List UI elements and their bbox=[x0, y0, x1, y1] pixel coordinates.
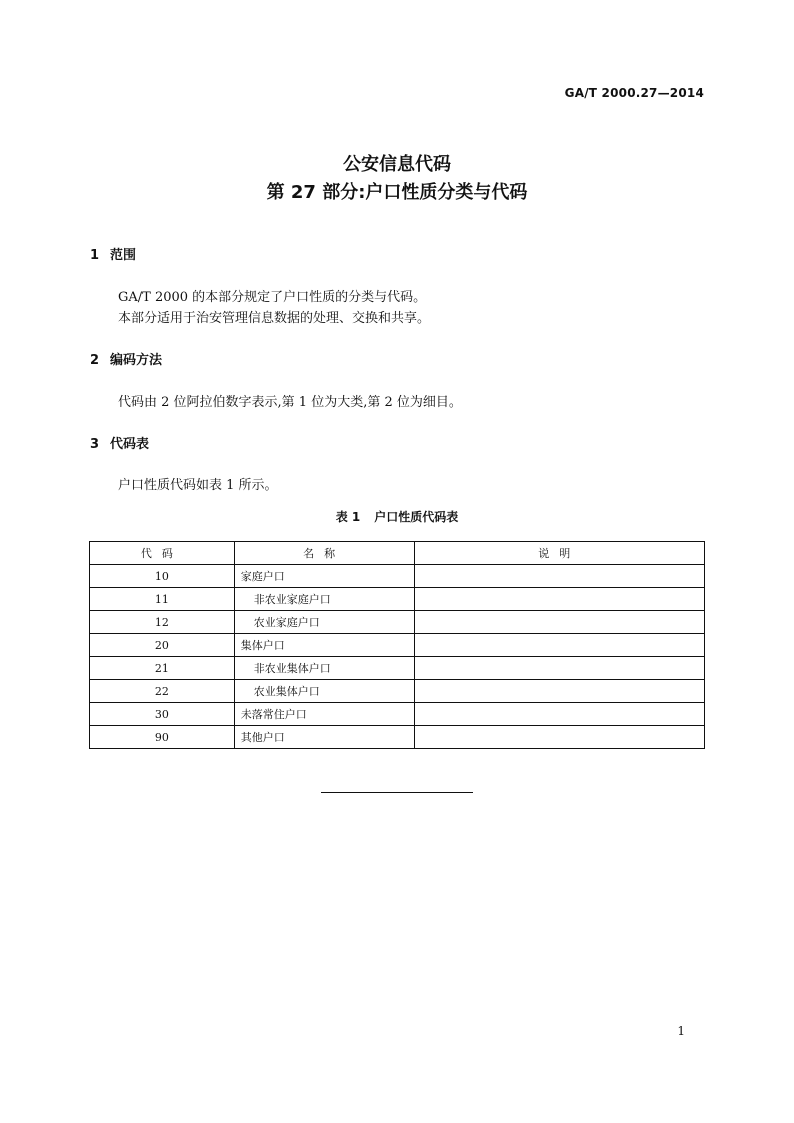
table-row bbox=[90, 565, 705, 588]
note-cell bbox=[414, 703, 705, 726]
table-caption-title: 户口性质代码表 bbox=[374, 510, 459, 524]
table-row bbox=[90, 588, 705, 611]
column-header-note: 说明 bbox=[414, 542, 705, 565]
document-title: 公安信息代码 bbox=[343, 154, 451, 175]
name-cell: 其他户口 bbox=[234, 726, 414, 749]
table-row bbox=[90, 680, 705, 703]
name-cell: 非农业集体户口 bbox=[234, 657, 414, 680]
code-cell: 90 bbox=[90, 726, 235, 749]
table-row bbox=[90, 726, 705, 749]
name-cell: 非农业家庭户口 bbox=[234, 588, 414, 611]
page-number: 1 bbox=[677, 1024, 685, 1038]
section-number: 2 bbox=[90, 353, 100, 368]
document-subtitle: 第 27 部分:户口性质分类与代码 bbox=[266, 182, 528, 203]
column-header-name: 名称 bbox=[234, 542, 414, 565]
paragraph: GA/T 2000 的本部分规定了户口性质的分类与代码。 bbox=[118, 290, 427, 305]
code-cell: 30 bbox=[90, 703, 235, 726]
note-cell bbox=[414, 680, 705, 703]
section-title: 范围 bbox=[110, 248, 137, 263]
note-cell bbox=[414, 565, 705, 588]
section-heading-3 bbox=[90, 436, 149, 454]
standard-number: GA/T 2000.27—2014 bbox=[564, 86, 704, 100]
note-cell bbox=[414, 611, 705, 634]
end-of-document-rule bbox=[321, 792, 473, 793]
table-caption-label: 表 1 bbox=[335, 510, 361, 524]
note-cell bbox=[414, 588, 705, 611]
section-title: 代码表 bbox=[110, 437, 150, 452]
section-heading-1 bbox=[90, 247, 136, 265]
section-title: 编码方法 bbox=[110, 353, 163, 368]
code-cell: 10 bbox=[90, 565, 235, 588]
paragraph: 户口性质代码如表 1 所示。 bbox=[118, 478, 278, 493]
table-row bbox=[90, 703, 705, 726]
table-row bbox=[90, 634, 705, 657]
section-heading-2 bbox=[90, 352, 162, 370]
name-cell: 家庭户口 bbox=[234, 565, 414, 588]
code-cell: 20 bbox=[90, 634, 235, 657]
paragraph: 本部分适用于治安管理信息数据的处理、交换和共享。 bbox=[118, 311, 431, 326]
section-number: 1 bbox=[90, 248, 100, 263]
table-header-row bbox=[90, 542, 705, 565]
paragraph: 代码由 2 位阿拉伯数字表示,第 1 位为大类,第 2 位为细目。 bbox=[118, 395, 462, 410]
column-header-code: 代码 bbox=[90, 542, 235, 565]
code-cell: 21 bbox=[90, 657, 235, 680]
table-row bbox=[90, 611, 705, 634]
code-cell: 11 bbox=[90, 588, 235, 611]
table-row bbox=[90, 657, 705, 680]
code-table bbox=[89, 541, 705, 749]
name-cell: 农业家庭户口 bbox=[234, 611, 414, 634]
code-cell: 12 bbox=[90, 611, 235, 634]
note-cell bbox=[414, 726, 705, 749]
table-caption bbox=[0, 508, 794, 526]
name-cell: 未落常住户口 bbox=[234, 703, 414, 726]
name-cell: 集体户口 bbox=[234, 634, 414, 657]
code-cell: 22 bbox=[90, 680, 235, 703]
note-cell bbox=[414, 634, 705, 657]
note-cell bbox=[414, 657, 705, 680]
name-cell: 农业集体户口 bbox=[234, 680, 414, 703]
section-number: 3 bbox=[90, 437, 100, 452]
